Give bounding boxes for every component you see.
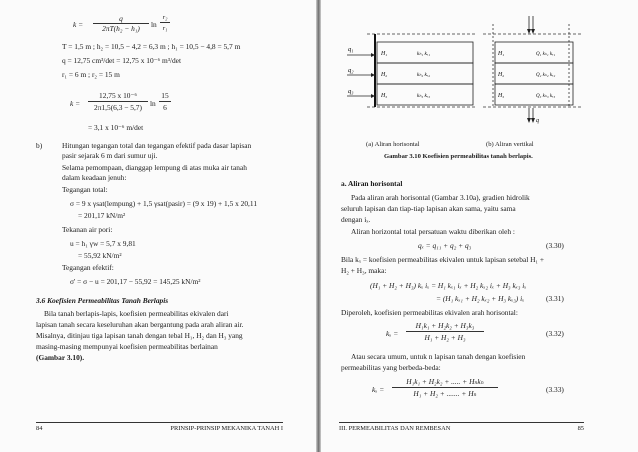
eq-denominator: H₁ + H₂ + H₃ [424, 333, 466, 342]
page-number: 84 [36, 425, 43, 432]
left-page [0, 0, 318, 452]
item-b-label: b) [36, 141, 43, 150]
eq-numerator: H₁k₁ + H₂k₂ + H₃k₃ [415, 321, 475, 330]
layer-thickness: H₂ [498, 72, 505, 78]
eq-fraction-bar [88, 101, 148, 102]
layer-coefficients: Q₃ kₕ₃ kᵥ₃ [536, 94, 556, 99]
arrow-down-icon [527, 29, 531, 34]
effective-stress-heading: Tegangan efektif: [62, 263, 114, 272]
para-line: dengan iₓ. [341, 215, 371, 224]
pore-pressure-heading: Tekanan air pori: [62, 225, 113, 234]
result-k: = 3,1 x 10⁻⁶ m/det [88, 123, 144, 132]
section-title: 3.6 Koefisien Permeabilitas Tanah Berlapis [36, 296, 169, 305]
item-b-line: pasir sejarak 6 m dari sumur uji. [62, 151, 158, 160]
eq-ratio-bar [159, 101, 171, 102]
equation-number: (3.31) [546, 294, 564, 303]
equation-number: (3.30) [546, 241, 564, 250]
layer-thickness: H₂ [381, 72, 388, 78]
effective-stress-line: σ' = σ − u = 201,17 − 55,92 = 145,25 kN/m² [70, 277, 201, 286]
eq-ln: ln [150, 99, 156, 108]
eq-denominator: H₁ + H₂ + ....... + Hₙ [413, 389, 477, 398]
book-gutter [316, 0, 321, 452]
eq-numerator: H₁k₁ + H₂k₂ + ..... + Hₙkₙ [406, 377, 484, 386]
layer-thickness: H₃ [381, 93, 388, 99]
running-title: III. PERMEABILITAS DAN REMBESAN [339, 425, 451, 432]
layer-coefficients: kₕ₂ kᵥ₂ [417, 72, 431, 78]
layer-coefficients: kₕ₁ kᵥ₁ [417, 51, 431, 57]
para-line: permeabilitas yang berbeda-beda: [341, 363, 441, 372]
eq-numerator: q [119, 14, 123, 23]
layer-coefficients: kₕ₃ kᵥ₃ [417, 93, 431, 99]
given-line-1: T = 1,5 m ; h₂ = 10,5 − 4,2 = 6,3 m ; h₁ = 10,5 − 4,8 = 5,7 m [62, 42, 241, 51]
section-line: Misalnya, ditinjau tiga lapisan tanah dengan tebal H₁, H₂ dan H₃ yang [36, 331, 243, 340]
para-line: Pada aliran arah horisontal (Gambar 3.10a), gradien hidrolik [351, 193, 530, 202]
flow-label: q₃ [348, 88, 354, 95]
equation-3-30: qₓ = q₁₁ + q₂ + q₃ [418, 241, 472, 250]
soil-layer-1 [495, 42, 573, 63]
equation-3-31-line-1: (H₁ + H₂ + H₃) kₓ iₓ = H₁ kₓ₁ iₓ + H₂ kₓ₂ iₓ + H₃ kₓ₃ iₓ [370, 281, 527, 290]
para-line: H₂ + H₃, maka: [341, 266, 387, 275]
subsection-title: a. Aliran horisontal [341, 179, 403, 188]
item-b-line: Selama pemompaan, dianggap lempung di atas muka air tanah [62, 163, 247, 172]
para-line: Atau secara umum, untuk n lapisan tanah dengan koefisien [351, 352, 526, 361]
caption-b: (b) Aliran vertikal [486, 141, 534, 148]
flow-label: q [536, 118, 539, 124]
sigma-line-2: = 201,17 kN/m² [78, 211, 126, 220]
para-line: seluruh lapisan dan tiap-tiap lapisan akan sama, yaitu sama [341, 204, 516, 213]
figure-caption-text: Gambar 3.10 Koefisien permeabilitas tanah berlapis. [384, 153, 533, 160]
eq-numerator: 12,75 x 10⁻⁶ [99, 91, 137, 100]
eq-lhs: k = [73, 20, 84, 29]
layer-coefficients: Q₂ kₕ₂ kᵥ₂ [536, 73, 556, 78]
para-line: Diperoleh, koefisien permeabilitas ekivalen arah horisontal: [341, 308, 518, 317]
eq-ratio-num: r₂ [162, 14, 168, 21]
item-b-line: Hitungan tegangan total dan tegangan efektif pada dasar lapisan [62, 141, 252, 150]
eq-lhs: kₓ = [386, 329, 399, 338]
equation-3-31-line-2: = (H₁ kₓ₁ + H₂ kₓ₂ + H₃ kₓ₃) iₓ [436, 294, 525, 303]
layer-thickness: H₁ [498, 51, 505, 57]
arrow-down-icon [531, 29, 535, 34]
eq-denominator: 2π1,5(6,3 − 5,7) [94, 103, 142, 112]
eq-lhs: kₓ = [372, 385, 385, 394]
section-line: masing-masing mempunyai koefisien permeabilitas berlainan [36, 342, 218, 351]
eq-lhs: k = [70, 99, 81, 108]
para-line: Bila kₓ = koefisien permeabilitas ekivalen untuk lapisan setebal H₁ + [341, 255, 545, 264]
arrow-down-icon [531, 118, 535, 123]
footer-rule [339, 422, 584, 423]
flow-label: q₁ [348, 46, 354, 53]
page-number: 85 [577, 425, 584, 432]
running-title: PRINSIP-PRINSIP MEKANIKA TANAH I [170, 425, 283, 432]
eq-ratio-num: 15 [161, 91, 169, 100]
pore-line-1: u = h₁ γw = 5,7 x 9,81 [70, 239, 136, 248]
caption-a: (a) Aliran horisontal [366, 141, 420, 148]
panel-vertical-flow [483, 16, 581, 124]
footer-rule [36, 422, 283, 423]
given-line-2: q = 12,75 cm³/det = 12,75 x 10⁻⁶ m³/det [62, 56, 182, 65]
eq-ratio-bar [160, 22, 170, 23]
total-stress-heading: Tegangan total: [62, 185, 108, 194]
pore-line-2: = 55,92 kN/m² [78, 251, 122, 260]
para-line: Aliran horizontal total persatuan waktu diberikan oleh : [351, 227, 515, 236]
layer-coefficients: Q₁ kₕ₁ kᵥ₁ [536, 52, 556, 57]
eq-fraction-bar [406, 331, 484, 332]
section-line: lapisan tanah secara keseluruhan akan bergantung pada arah aliran air. [36, 320, 244, 329]
eq-denominator: 2πT(h₂ − h₁) [102, 24, 140, 33]
sigma-line-1: σ = 9 x γsat(lempung) + 1,5 γsat(pasir) = (9 x 19) + 1,5 x 20,11 [70, 199, 258, 208]
soil-layer-3 [495, 84, 573, 105]
figure-caption [384, 152, 533, 161]
equation-number: (3.33) [546, 385, 564, 394]
layer-thickness: H₃ [498, 93, 505, 99]
item-b-line: dalam keadaan jenuh: [62, 173, 127, 182]
eq-ratio-den: r₁ [162, 25, 168, 32]
arrow-down-icon [527, 118, 531, 123]
panel-horizontal-flow [347, 34, 475, 107]
section-line: (Gambar 3.10). [36, 353, 85, 362]
eq-fraction-bar [392, 387, 498, 388]
section-line: Bila tanah berlapis-lapis, koefisien permeabilitas ekivalen dari [44, 309, 229, 318]
figure-layered-soil [333, 12, 593, 130]
equation-number: (3.32) [546, 329, 564, 338]
given-line-3: r₁ = 6 m ; r₂ = 15 m [62, 70, 120, 79]
eq-ratio-den: 6 [163, 103, 167, 112]
layer-thickness: H₁ [381, 51, 388, 57]
soil-layer-2 [495, 63, 573, 84]
flow-label: q₂ [348, 67, 354, 74]
eq-ln: ln [151, 20, 157, 29]
